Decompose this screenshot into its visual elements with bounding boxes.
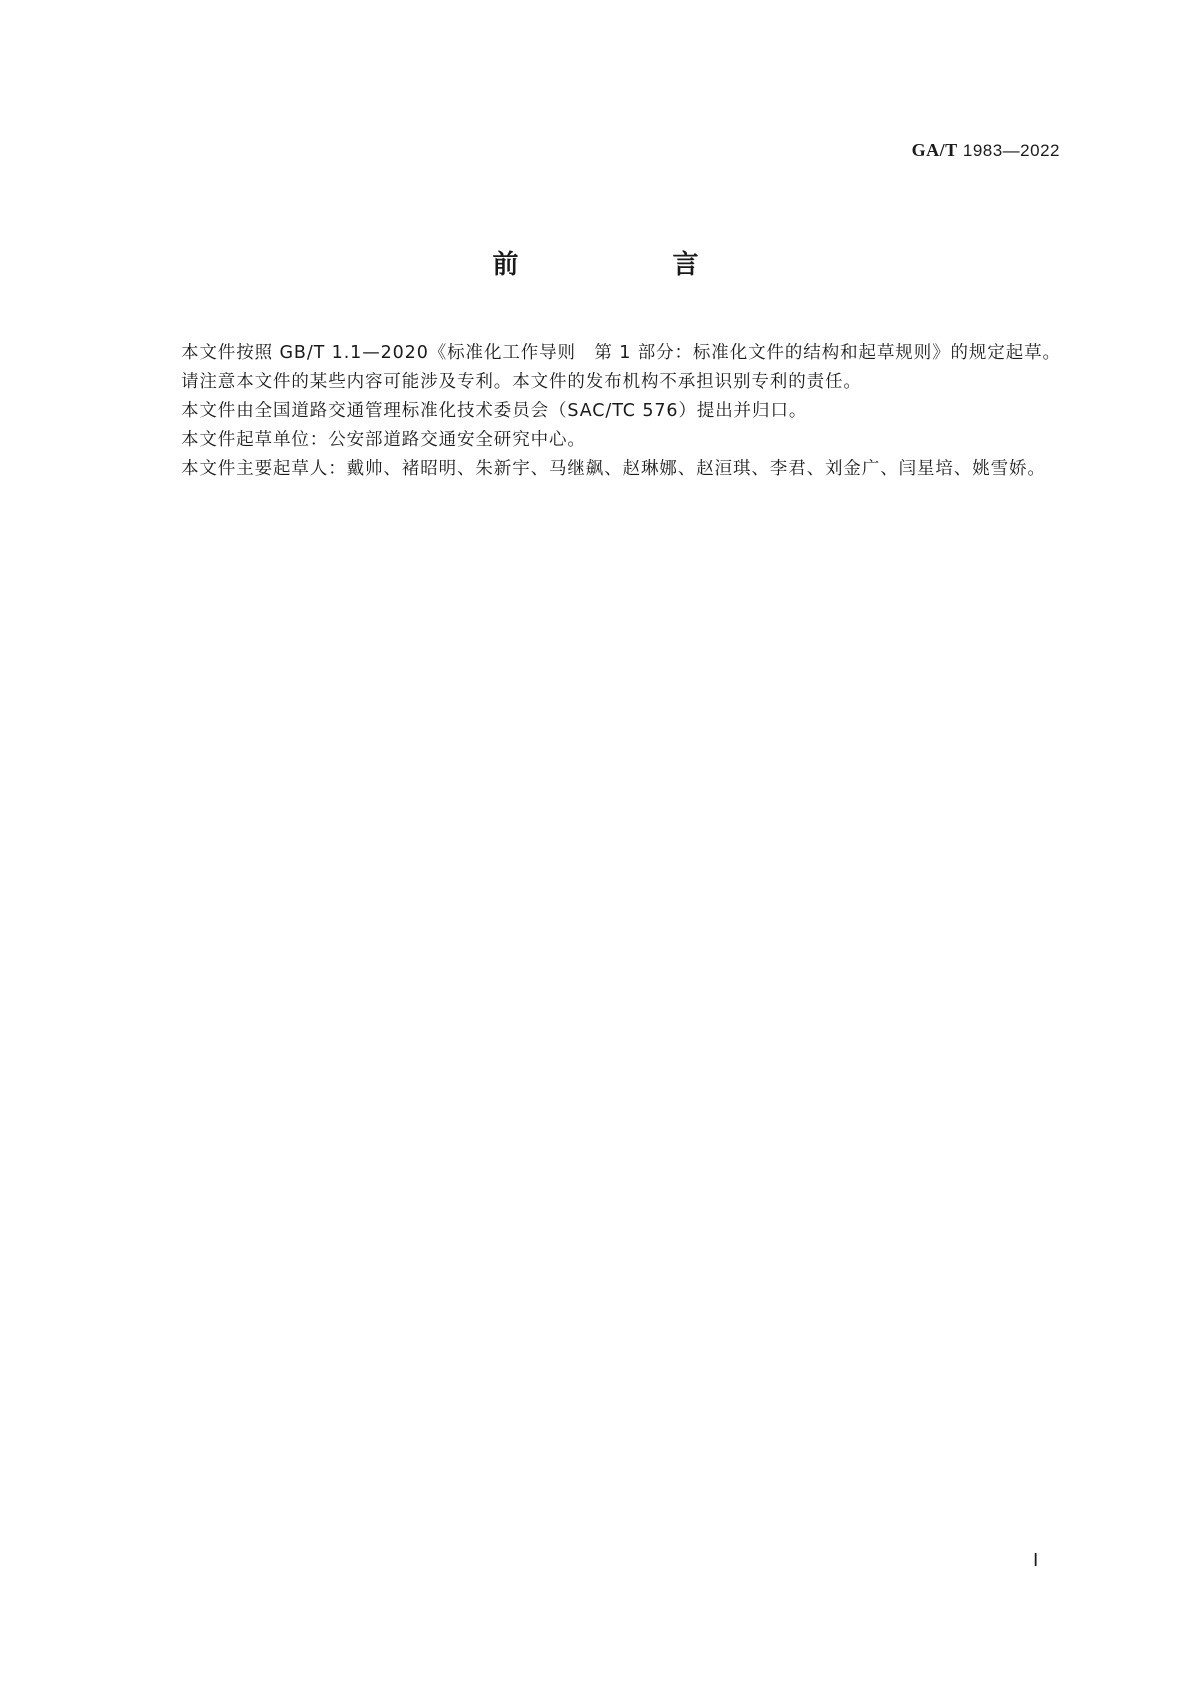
paragraph-patent-notice: 请注意本文件的某些内容可能涉及专利。本文件的发布机构不承担识别专利的责任。: [181, 372, 862, 392]
document-code-prefix: GA/T: [911, 140, 958, 160]
paragraph-drafting-rules: 本文件按照 GB/T 1.1—2020《标准化工作导则 第 1 部分：标准化文件的结构和起草规则》的规定起草。: [181, 343, 1061, 363]
foreword-body: [143, 339, 1066, 484]
page-title: 前 言: [492, 250, 763, 280]
document-code-number: 1983—2022: [962, 141, 1060, 160]
paragraph-proposer: 本文件由全国道路交通管理标准化技术委员会（SAC/TC 576）提出并归口。: [181, 401, 808, 421]
paragraph-drafting-unit: 本文件起草单位：公安部道路交通安全研究中心。: [181, 430, 586, 450]
document-code: [912, 140, 1060, 161]
paragraph-drafters: 本文件主要起草人：戴帅、褚昭明、朱新宇、马继飙、赵琳娜、赵洹琪、李君、刘金广、闫星培、姚雪娇。: [181, 459, 1046, 479]
page-number: Ⅰ: [1033, 1550, 1039, 1570]
